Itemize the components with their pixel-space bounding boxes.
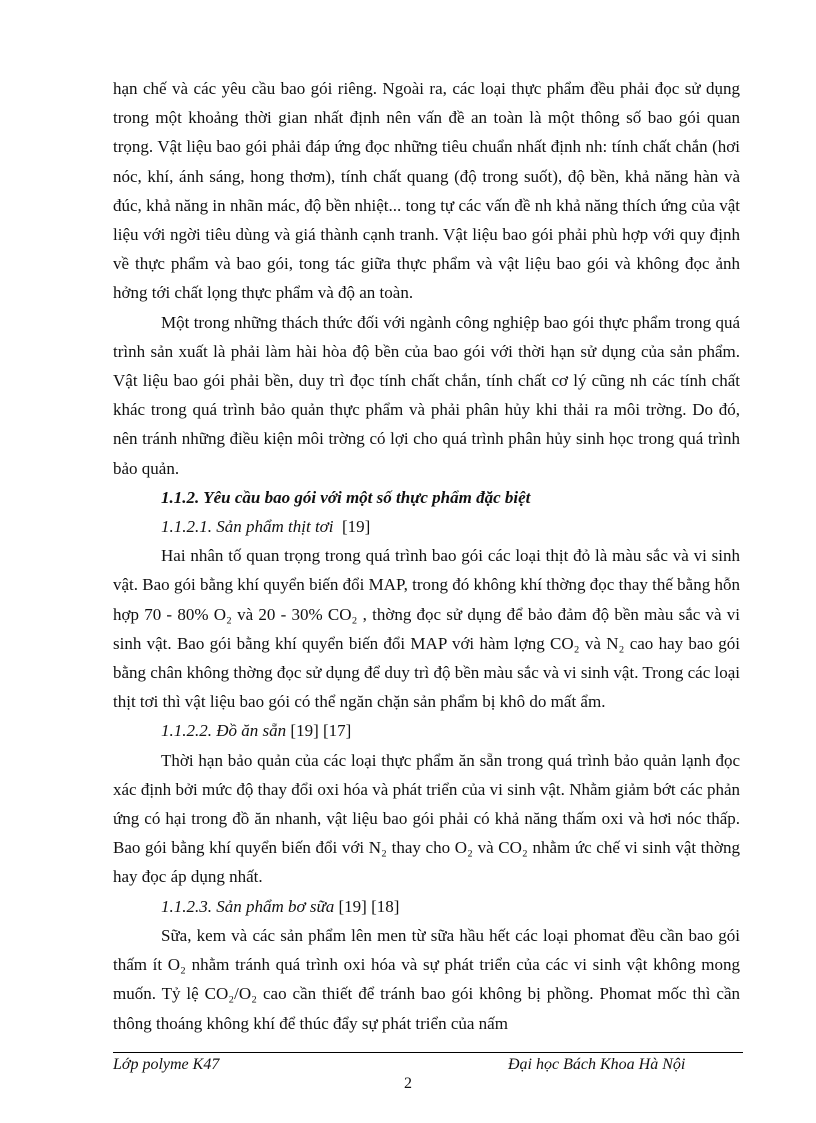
- page-number: 2: [404, 1075, 412, 1092]
- page-content: [113, 74, 740, 1038]
- paragraph-ready-meals: Thời hạn bảo quản của các loại thực phẩm ăn sẵn trong quá trình bảo quản lạnh đọc xác định bởi mức độ thay đổi oxi hóa và phát triển của vi sinh vật. Nhằm giảm bớt các phản ứng có hại trong đồ ăn nhanh, vật liệu bao gói phải có khả năng thấm oxi và hơi nóc thấp. Bao gói bằng khí quyển biến đổi với N₂ thay cho O₂ và CO₂ nhằm ức chế vi sinh vật thờng hay đọc áp dụng nhất.: [113, 750, 740, 887]
- paragraph-packaging-requirements: hạn chế và các yêu cầu bao gói riêng. Ngoài ra, các loại thực phẩm đều phải đọc sử dụng trong một khoảng thời gian nhất định nên vấn đề an toàn là một thông số bao gói quan trọng. Vật liệu bao gói phải đáp ứng đọc những tiêu chuẩn nhất định nh: tính chất chắn (hơi nóc, khí, ánh sáng, hong thơm), tính chất quang (độ trong suốt), độ bền, khả năng hàn và đúc, khả năng in nhãn mác, độ bền nhiệt... tong tự các vấn đề nh khả năng thích ứng của vật liệu với ngời tiêu dùng và giá thành cạnh tranh. Vật liệu bao gói phải phù hợp với quy định về thực phẩm và bao gói, tong tác giữa thực phẩm và vật liệu bao gói và không đọc ảnh hởng tới chất lọng thực phẩm và độ an toàn.: [113, 79, 740, 303]
- footer-class-name: Lớp polyme K47: [113, 1056, 220, 1073]
- paragraph-fresh-meat: Hai nhân tố quan trọng trong quá trình bao gói các loại thịt đỏ là màu sắc và vi sinh vật. Bao gói bằng khí quyển biến đổi MAP, trong đó không khí thờng đọc thay thế bằng hỗn hợp 70 - 80% O₂ và 20 - 30% CO₂ , thờng đọc sử dụng để bảo đảm độ bền màu sắc và vi sinh vật. Bao gói bằng khí quyển biến đổi MAP với hàm lợng CO₂ và N₂ cao hay bao gói bằng chân không thờng đọc sử dụng để duy trì độ bền màu sắc và vi sinh vật. Trong các loại thịt tơi thì vật liệu bao gói có thể ngăn chặn sản phẩm bị khô do mất ẩm.: [113, 546, 740, 712]
- footer-divider: [113, 1052, 743, 1053]
- citation: [19] [17]: [290, 721, 352, 741]
- subsection-heading-1-1-2-2: [113, 716, 740, 745]
- subsection-title: 1.1.2.2. Đồ ăn sẵn: [161, 721, 287, 741]
- citation: [19] [18]: [338, 896, 400, 916]
- paragraph-packaging-challenges: Một trong những thách thức đối với ngành công nghiệp bao gói thực phẩm trong quá trình sản xuất là phải làm hài hòa độ bền của bao gói với thời hạn sử dụng của sản phẩm. Vật liệu bao gói phải bền, duy trì đọc tính chất chắn, tính chất cơ lý cũng nh các tính chất khác trong quá trình bảo quản thực phẩm và phải phân hủy khi thải ra môi trờng. Do đó, nên tránh những điều kiện môi trờng có lợi cho quá trình phân hủy sinh học trong quá trình bảo quản.: [113, 312, 740, 478]
- footer-university-name: Đại học Bách Khoa Hà Nội: [508, 1056, 686, 1073]
- section-heading-1-1-2: 1.1.2. Yêu cầu bao gói với một số thực phẩm đặc biệt: [161, 487, 531, 507]
- citation: [19]: [341, 517, 371, 537]
- paragraph-dairy-products: Sữa, kem và các sản phẩm lên men từ sữa hầu hết các loại phomat đều cần bao gói thấm ít O₂ nhằm tránh quá trình oxi hóa và sự phát triển của các vi sinh vật không mong muốn. Tỷ lệ CO₂/O₂ cao cần thiết để tránh bao gói không bị phồng. Phomat mốc thì cần thông thoáng không khí để thúc đẩy sự phát triển của nấm: [113, 925, 740, 1033]
- subsection-heading-1-1-2-3: [113, 892, 740, 921]
- subsection-heading-1-1-2-1: [113, 512, 740, 541]
- subsection-title: 1.1.2.3. Sản phẩm bơ sữa: [161, 896, 335, 916]
- subsection-title: 1.1.2.1. Sản phẩm thịt tơi: [161, 517, 334, 537]
